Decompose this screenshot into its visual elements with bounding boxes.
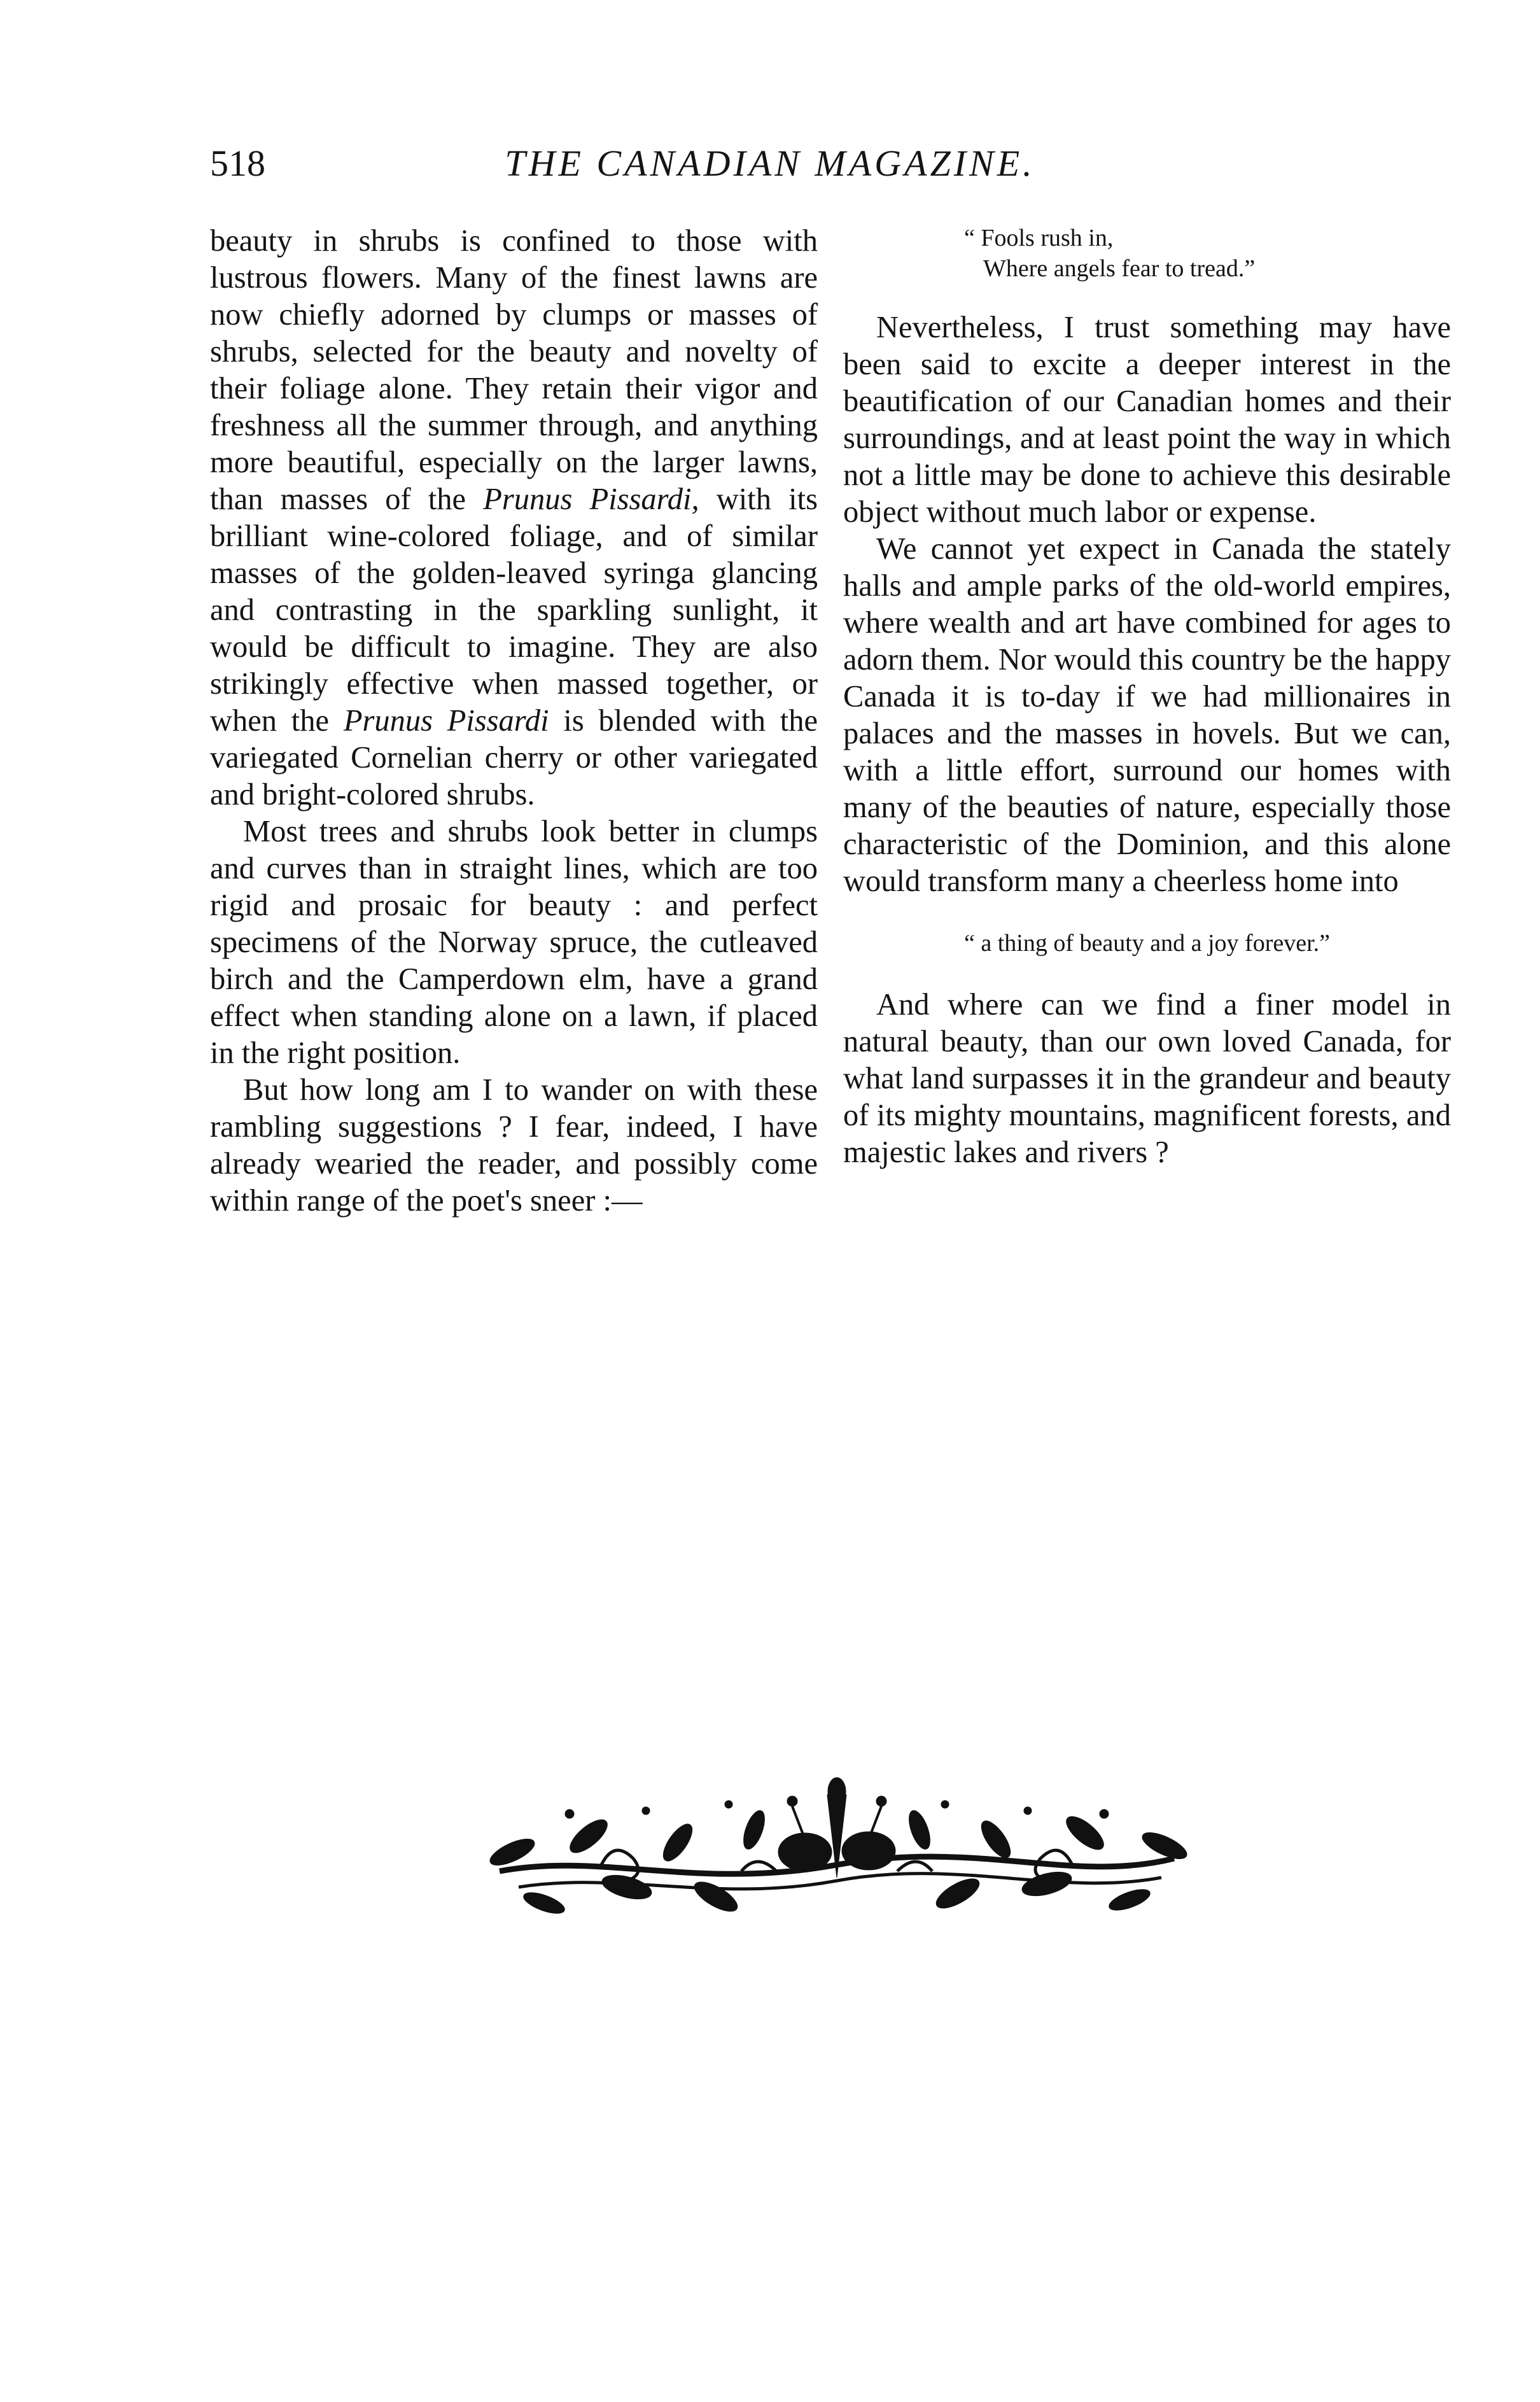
- page-number: 518: [210, 143, 265, 184]
- floral-vignette-icon: [474, 1776, 1200, 1922]
- text-run: is blended with the variegated Cornelian cherry or other variegated and bright-colored shrubs.: [210, 704, 818, 811]
- paragraph: We cannot yet expect in Canada the stately halls and ample parks of the old-world empires, where wealth and art have combined for ages to adorn them. Nor would this country be the happy Canada it is to-day if we had millionaires in palaces and the masses in hovels. But we can, with a little effort, surround our homes with many of the beauties of nature, especially those characteristic of the Dominion, and this alone would transform many a cheerless home into: [843, 532, 1451, 898]
- right-column: [843, 223, 1451, 1171]
- text-run: with its brilliant wine-colored foliage, and of similar masses of the golden-leaved syringa glancing and contrasting in the sparkling sunlight, it would be difficult to imagine. They are also strikingly effective when massed together, or when the: [210, 482, 818, 738]
- verse-quote: [843, 223, 1451, 284]
- verse-line: “ Fools rush in,: [964, 225, 1114, 251]
- paragraph: [210, 223, 818, 813]
- text-run: beauty in shrubs is confined to those with lustrous flowers. Many of the finest lawns are now chiefly adorned by clumps or masses of shrubs, selected for the beauty and novelty of their foliage alone. They retain their vigor and freshness all the summer through, and anything more beautiful, especially on the larger lawns, than masses of the: [210, 224, 818, 516]
- paragraph: But how long am I to wander on with these rambling suggestions ? I fear, indeed, I have already wearied the reader, and possibly come within range of the poet's sneer :—: [210, 1073, 818, 1218]
- paragraph: Most trees and shrubs look better in clumps and curves than in straight lines, which are too rigid and prosaic for beauty : and perfect specimens of the Norway spruce, the cutleaved birch and the Camperdown elm, have a grand effect when standing alone on a lawn, if placed in the right position.: [210, 815, 818, 1070]
- italic-name: Prunus Pissardi,: [483, 482, 699, 516]
- running-title: THE CANADIAN MAGAZINE.: [505, 143, 1035, 184]
- italic-name: Prunus Pissardi: [343, 704, 549, 738]
- paragraph: And where can we find a finer model in natural beauty, than our own loved Canada, for what land surpasses it in the grandeur and beauty of its mighty mountains, magnificent forests, and majestic lakes and rivers ?: [843, 988, 1451, 1169]
- verse-quote: “ a thing of beauty and a joy forever.”: [963, 930, 1331, 957]
- left-column: [210, 223, 818, 1219]
- verse-line: Where angels fear to tread.”: [983, 255, 1256, 282]
- paragraph: Nevertheless, I trust something may have been said to excite a deeper interest in the beautification of our Canadian homes and their surroundings, and at least point the way in which not a little may be done to achieve this desirable object without much labor or expense.: [843, 311, 1451, 529]
